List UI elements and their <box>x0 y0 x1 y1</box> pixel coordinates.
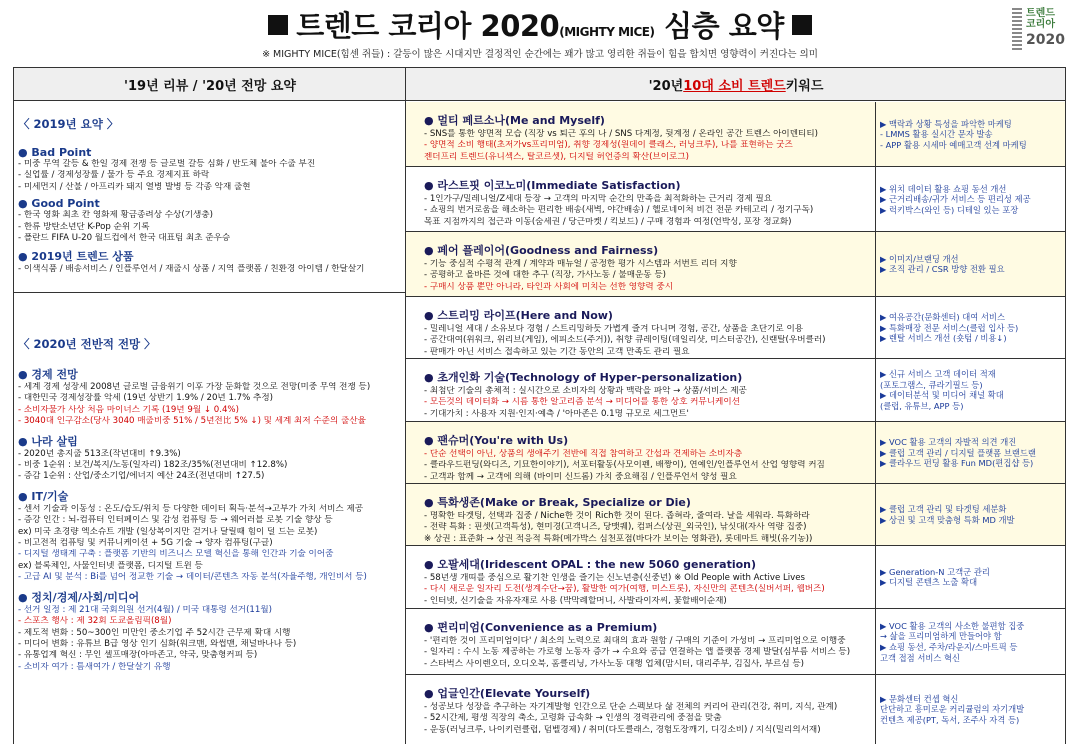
section-title: ● 2019년 트렌드 상품 <box>18 250 134 264</box>
summary-line: - 비중 1순위 : 보건/복지/노동(일자리) 182조/35%(전년대비 ↑12.8%) <box>18 460 288 471</box>
side-divider <box>875 546 876 609</box>
trend-line: - 밀레니얼 세대 / 소유보다 경험 / 스트리밍하듯 가볍게 즐겨 다니며 경험, 공간, 상품을 초단기로 이용 <box>424 324 804 334</box>
summary-line: - 소비자 여가 : 틈새여가 / 한달살기 유행 <box>18 661 171 672</box>
trend-line: - 양면적 소비 행태(초저가vs프리미엄), 취향 경제성(원데이 클래스, 러닝크루), 나를 표현하는 굿즈 <box>424 140 793 151</box>
trend-title: ● 편리미엄(Convenience as a Premium) <box>424 621 658 634</box>
book-logo <box>1012 6 1065 56</box>
right-header-prefix: '20년 <box>648 78 684 94</box>
summary-line: - 제도적 변화 : 50~300인 미만인 중소기업 주 52시간 근무제 확대 시행 <box>18 627 291 638</box>
trend-line: - 판매가 아닌 서비스 접속하고 있는 기간 동안의 고객 만족도 관리 필요 <box>424 346 690 357</box>
summary-line: - 폴란드 FIFA U-20 월드컵에서 한국 대표팀 최초 준우승 <box>18 233 231 244</box>
trend-title: ● 라스트핏 이코노미(Immediate Satisfaction) <box>424 179 681 192</box>
barcode-icon <box>1012 8 1022 52</box>
side-divider <box>875 675 876 744</box>
trend-line: - 1인가구/밀레니얼/Z세대 등장 → 고객의 마지막 순간의 만족을 최적화하는 근거리 경제 필요 <box>424 194 773 204</box>
logo-line2: 코리아 <box>1026 19 1055 30</box>
header <box>0 0 1076 62</box>
title-square-icon <box>268 15 288 35</box>
trend-title: ● 멀티 페르소나(Me and Myself) <box>424 114 605 127</box>
trend-line: - SNS를 통한 양면적 모습 (직장 vs 퇴근 후의 나 / SNS 다계정, 뒷계정 / 온라인 공간 트렌스 아이덴티티) <box>424 129 818 139</box>
section-heading: 〈 2020년 전반적 전망 〉 <box>18 337 156 351</box>
summary-line: - 디지털 생태계 구축 : 플랫폼 기반의 비즈니스 모델 혁신을 통해 인간과 기술 이어줌 <box>18 549 334 560</box>
trend-line: - 기대가치 : 사용자 지원·인지·예측 / '아마존은 0.1명 규모로 세그먼트' <box>424 408 689 419</box>
trend-block <box>424 556 872 607</box>
trend-action: ▶ 데이터분석 및 미디어 채널 확대 <box>880 390 1004 401</box>
trend-line: - 고객과 함께 → 고객에 의해 (바이미 신드롬) 가치 중요해짐 / 인플루언서 양성 필요 <box>424 471 737 482</box>
trend-action: ▶ 럭키박스(와인 등) 디테일 있는 포장 <box>880 204 1019 215</box>
trend-block <box>424 242 872 293</box>
summary-line: - 센서 기술과 이동성 : 온도/습도/위치 등 다양한 데이터 획득·분석→고부가 가치 서비스 제공 <box>18 503 364 514</box>
trend-action-list <box>880 369 1064 411</box>
trend-line: - 다시 새로운 일자리 도전(생계수단→꿈), 활발한 여가(여행, 미스트롯), 자신만의 콘텐츠(실버서퍼, 웹버즈) <box>424 584 825 595</box>
trend-line: - 공간대여(위워크, 위리브(게임), 에피소드(주거)), 취향 큐레이팅(데일리샷, 미스터공간), 신랜탈(우버클러) <box>424 335 826 346</box>
subtitle: ※ MIGHTY MICE(힘센 쥐들) : 갈등이 많은 시대지만 결정적인 순간에는 꽤가 많고 영리한 쥐들이 힘을 합치면 영향력이 커진다는 의미 <box>262 49 818 60</box>
trend-block <box>424 432 872 483</box>
right-header-highlight: 10대 소비 트렌드 <box>683 78 786 94</box>
trend-action: 컨텐츠 제공(PT, 독서, 조주사 자격 등) <box>880 714 1020 725</box>
summary-line: - 세계 경제 성장세 2008년 글로벌 금융위기 이후 가장 둔화할 것으로 전망(미중 무역 전쟁 등) <box>18 382 371 392</box>
trend-action: - LMMS 활용 실시간 문자 발송 <box>880 129 993 140</box>
trend-action: ▶ 신규 서비스 고객 데이터 적재 <box>880 369 996 380</box>
logo-line1: 트렌드 <box>1026 8 1055 19</box>
trend-action-list <box>880 254 1064 275</box>
side-divider <box>875 232 876 297</box>
trend-line: - 단순 선택이 아닌, 상품의 생애주기 전반에 직접 참여하고 간섭과 견제하는 소비자층 <box>424 449 743 459</box>
trend-block <box>424 177 872 228</box>
trend-title: ● 업글인간(Elevate Yourself) <box>424 687 591 700</box>
trend-action: 단단하고 흥미로운 커리큘럼의 자기개발 <box>880 704 1025 715</box>
trend-action: (포토그램스, 큐라기필드 등) <box>880 379 983 390</box>
trend-line: - 모든것의 데이터화 → 시름 통한 알고리즘 분석 → 미디어를 통한 상호 커뮤니케이션 <box>424 397 740 408</box>
summary-line: ex) 블록체인, 사물인터넷 플랫폼, 디지털 트윈 등 <box>18 560 203 571</box>
summary-line: - 대한민국 경제성장률 악세 (19년 상반기 1.9% / 20년 1.7% 추정) <box>18 393 273 404</box>
trend-action-list <box>880 504 1064 525</box>
trend-action-list <box>880 621 1064 663</box>
trend-line: ※ 상권 : 표준화 → 상권 적응적 특화(메가박스 심천포점(바다가 보이는 영화관), 롯데마트 해빗(유기농)) <box>424 533 813 544</box>
summary-line: - 3040대 인구감소(당사 3040 매출비중 51% / 5년전比 5% ↓) 및 세계 최저 수준의 출산율 <box>18 416 366 427</box>
summary-line: - 미디어 변화 : 유튜브 B급 영상 인기 심화(워크맨, 와썹맨, 채널바나나 등) <box>18 638 297 649</box>
trend-action: ▶ 위치 데이터 활용 쇼핑 동선 개선 <box>880 183 1007 194</box>
trend-action: ▶ 클럽 고객 관리 및 타겟팅 세분화 <box>880 504 1007 515</box>
summary-line: - 한국 영화 최초 칸 영화제 황금종려상 수상(기생충) <box>18 210 213 221</box>
logo-year: 2020 <box>1026 32 1065 48</box>
trend-line: - 최첨단 기술의 총체적 : 실시간으로 소비자의 상황과 맥락을 파악 → 상품/서비스 제공 <box>424 386 747 396</box>
trend-action-list <box>880 119 1064 151</box>
trend-action: → 삶을 프리미엄하게 만들어야 함 <box>880 631 1002 642</box>
side-divider <box>875 609 876 675</box>
trend-line: - 성공보다 성장을 추구하는 자기계발형 인간으로 단순 스펙보다 삶 전체의 커리어 관리(건강, 취미, 지식, 관계) <box>424 702 838 712</box>
trend-action-list <box>880 437 1064 469</box>
section-title: ● 나라 살림 <box>18 434 78 448</box>
summary-line: - 증감 1순위 : 산업/중소기업/에너지 예산 24조(전년대비 ↑27.5) <box>18 471 265 482</box>
left-column-header: '19년 리뷰 / '20년 전망 요약 <box>14 68 406 101</box>
title-paren: (MIGHTY MICE) <box>559 25 655 39</box>
trend-line: - 기능 중심적 수평적 관계 / 계약과 매뉴얼 / 공정한 평가 시스템과 서번트 리더 지향 <box>424 259 737 269</box>
trend-action: ▶ 근거리배송/귀가 서비스 등 편리성 제공 <box>880 194 1031 205</box>
trend-block <box>424 619 872 670</box>
title-square-icon <box>792 15 812 35</box>
summary-table <box>13 67 1066 744</box>
summary-line: - 한류 방탄소년단 K-Pop 순위 기록 <box>18 221 150 232</box>
trend-action-list <box>880 694 1064 726</box>
trend-line: 목표 지점까지의 접근과 이동(숨세권 / 당근마켓 / 킥보드) / 구매 경험과 여정(언박싱, 포장 정교화) <box>424 216 792 227</box>
trend-action: ▶ 렌탈 서비스 개선 (숏텀 / 비용↓) <box>880 333 1007 344</box>
section-heading: 〈 2019년 요약 〉 <box>18 117 119 131</box>
summary-line: - 고급 AI 및 분석 : Bi를 넘어 정교한 기술 → 데이터/콘텐츠 자동 분석(자율주행, 개인비서 등) <box>18 572 367 583</box>
trend-block <box>424 307 872 358</box>
trend-action: ▶ 클럽 고객 관리 / 디지털 플랫폼 브랜드랜 <box>880 447 1036 458</box>
trend-action: ▶ 여유공간(문화센터) 대여 서비스 <box>880 312 1005 323</box>
trend-block <box>424 494 872 545</box>
side-divider <box>875 297 876 359</box>
summary-line: - 2020년 총지출 513조(작년대비 ↑9.3%) <box>18 448 181 459</box>
section-title: ● Good Point <box>18 197 100 211</box>
trend-line: - 공평하고 올바른 것에 대한 추구 (직장, 가사노동 / 불매운동 등) <box>424 270 666 281</box>
trend-title: ● 초개인화 기술(Technology of Hyper-personalization) <box>424 371 743 384</box>
trend-line: - 52시간제, 평생 직장의 축소, 고령화 급속화 → 인생의 경력관리에 중점을 맞춤 <box>424 713 722 724</box>
title-main: 트렌드 코리아 2020 <box>296 9 560 43</box>
trend-line: - 전략 특화 : 핀셋(고객특성), 현미경(고객니즈, 당맷퀘), 컴퍼스(상권_외국인), 낚싯대(자사 역량 집중) <box>424 522 807 533</box>
trend-title: ● 오팔세대(Iridescent OPAL : the new 5060 generation) <box>424 558 757 571</box>
trend-line: - 58년생 개띠를 중심으로 활기찬 인생을 즐기는 신노년층(신중년) ※ Old People with Active Lives <box>424 573 805 583</box>
side-divider <box>875 359 876 422</box>
trend-action: ▶ Generation-N 고객군 관리 <box>880 566 990 577</box>
right-header-suffix: 키워드 <box>785 78 824 94</box>
trend-action: ▶ 이미지/브랜딩 개선 <box>880 253 959 264</box>
summary-line: - 이색식품 / 배송서비스 / 인플루언서 / 재출시 상품 / 지역 플랫폼 / 친환경 아이템 / 한달살기 <box>18 264 365 275</box>
trend-action: ▶ 클라우드 펀딩 활용 Fun MD(편집샵 등) <box>880 458 1034 469</box>
section-title: ● IT/기술 <box>18 489 69 503</box>
trend-action: (클럽, 유튜브, APP 등) <box>880 401 964 412</box>
side-divider <box>875 484 876 546</box>
trend-line: - '편리한 것이 프리미엄이다' / 최소의 노력으로 최대의 효과 원함 / 구매의 기준이 가성비 → 프리미엄으로 이행중 <box>424 636 846 646</box>
summary-line: - 소비자물가 사상 처음 마이너스 기록 (19년 9월 ↓ 0.4%) <box>18 404 239 415</box>
trend-line: - 스타벅스 사이렌오더, 오디오북, 홈클리닝, 가사노동 대행 업체(맘시터, 대리주부, 김집사, 부르심 등) <box>424 658 805 669</box>
trend-title: ● 팬슈머(You're with Us) <box>424 434 569 447</box>
table-right-border <box>1065 68 1066 744</box>
trend-title: ● 특화생존(Make or Break, Specialize or Die) <box>424 496 691 509</box>
trend-action: ▶ 조직 관리 / CSR 방향 전환 필요 <box>880 264 1005 275</box>
summary-line: - 미세먼지 / 산불 / 아프리카 돼지 열병 발병 등 각종 악재 출현 <box>18 181 251 192</box>
trend-action: - APP 활용 시세마 예매고객 선계 마케팅 <box>880 139 1027 150</box>
trend-action: ▶ VOC 활용 고객의 자발적 의견 개진 <box>880 437 1017 448</box>
trend-action: 고객 접점 서비스 혁신 <box>880 652 961 663</box>
title-tail: 심층 요약 <box>664 9 784 43</box>
right-column-header <box>406 68 1066 101</box>
trend-action-list <box>880 312 1064 344</box>
trend-line: - 일자리 : 수시 노동 제공하는 가로형 노동자 증가 → 수요와 공급 연결하는 앱 플랫폼 경제 발달(심부름 서비스 등) <box>424 647 851 658</box>
summary-line: ex) 미국 초경량 엑소슈트 개발 (일상복이지만 걷거나 달릴때 힘이 덜 드는 로봇) <box>18 526 318 537</box>
trend-action: ▶ VOC 활용 고객의 사소한 불편함 집중 <box>880 620 1025 631</box>
review-2019 <box>18 116 402 276</box>
summary-line: - 스포츠 행사 : 제 32회 도쿄올림픽(8월) <box>18 616 172 627</box>
summary-line: - 선거 일정 : 제 21대 국회의원 선거(4월) / 미국 대통령 선거(11월) <box>18 604 273 615</box>
section-title: ● 정치/경제/사회/미디어 <box>18 590 140 604</box>
summary-line: - 비고전적 컴퓨팅 및 커뮤니케이션 + 5G 기술 → 양자 컴퓨팅(구글) <box>18 538 273 549</box>
trend-title: ● 스트리밍 라이프(Here and Now) <box>424 309 613 322</box>
summary-line: - 증강 인간 : 뇌-컴퓨터 인터페이스 및 감성 컴퓨팅 등 → 웨어러블 로봇 기술 향상 등 <box>18 515 333 526</box>
page-title <box>190 4 890 45</box>
trend-line: - 쇼핑의 번거로움을 해소하는 편리한 배송(새벽, 야간배송) / 헬로네이처 비건 전문 카테고리 / 정기구독) <box>424 205 814 216</box>
trend-action: ▶ 특화매장 전문 서비스(클럽 입사 등) <box>880 322 1019 333</box>
trend-block <box>424 685 872 736</box>
trend-title: ● 페어 플레이어(Goodness and Fairness) <box>424 244 659 257</box>
outlook-2020 <box>18 336 402 673</box>
trend-line: - 명확한 타겟팅, 선택과 집중 / Niche한 것이 Rich한 것이 된다. 좁혀라, 줄여라. 날을 세워라. 특화하라 <box>424 511 810 521</box>
side-divider <box>875 167 876 232</box>
left-section-divider <box>14 292 406 293</box>
trend-block <box>424 112 872 163</box>
summary-line: - 실업률 / 경제성장률 / 물가 등 주요 경제지표 하락 <box>18 170 210 181</box>
section-title: ● Bad Point <box>18 146 92 159</box>
trend-action: ▶ 상권 및 고객 맞춤형 특화 MD 개발 <box>880 514 1015 525</box>
trend-action-list <box>880 184 1064 216</box>
side-divider <box>875 422 876 484</box>
trend-line: - 클라우드펀딩(와디즈, 기묘한이야기), 서포터활동(사모이펜, 배짱이), 연예인/인플루언서 산업 영향력 커짐 <box>424 460 825 471</box>
trend-action: ▶ 디지털 콘텐츠 노출 확대 <box>880 577 978 588</box>
trend-line: - 인터넷, 신기술을 자유자재로 사용 (박막례할머니, 사발라이자씨, 꽃할배이순재) <box>424 595 727 606</box>
trend-action: ▶ 쇼핑 동선, 주차/라운지/스마트픽 등 <box>880 641 1018 652</box>
side-divider <box>875 102 876 167</box>
trend-block <box>424 369 872 420</box>
section-title: ● 경제 전망 <box>18 368 78 381</box>
trend-action-list <box>880 567 1064 588</box>
trend-action: ▶ 문화센터 컨셉 혁신 <box>880 693 959 704</box>
trend-line: - 운동(러닝크루, 나이키런클럽, 덤벨경제) / 취미(다도클래스, 경험도장깨기, 디깅소비) / 지식(밀리의서재) <box>424 724 821 735</box>
summary-line: - 미중 무역 갈등 & 한일 경제 전쟁 등 글로벌 갈등 심화 / 반도체 불아 수출 부진 <box>18 159 316 169</box>
trend-line: 젠더프리 트렌드(유니섹스, 탈코르셋), 디지털 허언증의 확산(브이로그) <box>424 151 689 162</box>
trend-action: ▶ 맥락과 상황 특성을 파악한 마케팅 <box>880 118 1012 129</box>
trend-line: - 구매시 상품 뿐만 아니라, 타인과 사회에 미치는 선한 영향력 중시 <box>424 281 673 292</box>
summary-line: - 유통업계 혁신 : 무인 셀프매장(아마존고, 약국, 맞춤형커피 등) <box>18 650 258 661</box>
